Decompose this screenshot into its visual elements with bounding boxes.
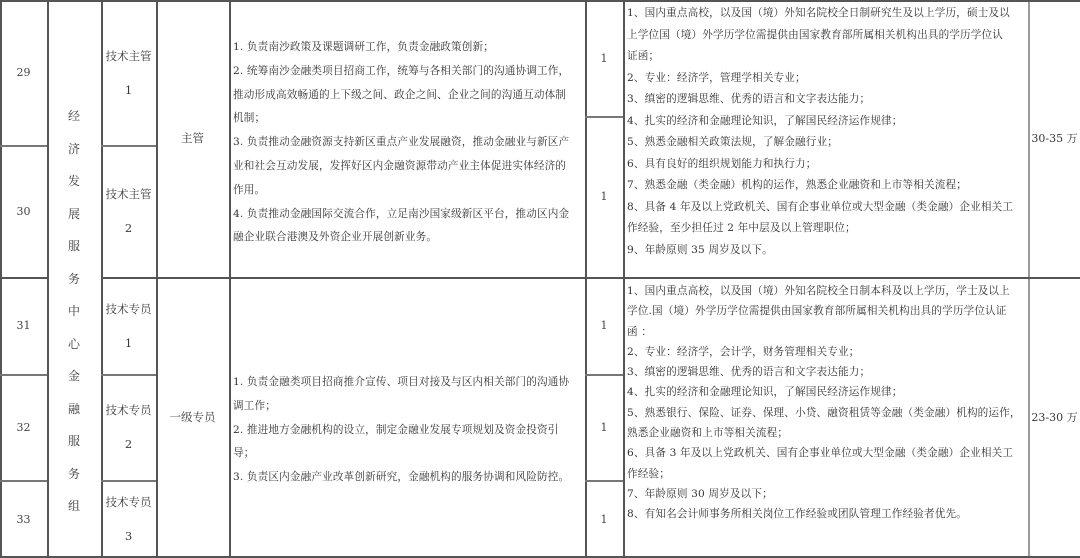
department-char: 中 bbox=[67, 304, 80, 318]
position-title bbox=[101, 145, 156, 277]
duty-line: 融企业联合港澳及外资企业开展创新业务。 bbox=[233, 231, 438, 244]
position-title-text: 技术专员 bbox=[105, 403, 152, 417]
requirement-line: 8、有知名会计师事务所相关岗位工作经验或团队管理工作经验者优先。 bbox=[627, 508, 967, 521]
position-title bbox=[101, 0, 156, 145]
department-char: 展 bbox=[67, 206, 80, 221]
department-char: 经 bbox=[67, 109, 80, 123]
headcount: 1 bbox=[600, 51, 608, 65]
position-title-index: 2 bbox=[124, 437, 133, 451]
job-requirements bbox=[624, 3, 1028, 261]
department-char: 服 bbox=[67, 239, 80, 253]
row-number: 29 bbox=[16, 66, 31, 79]
position-title-index: 3 bbox=[124, 529, 133, 543]
headcount: 1 bbox=[600, 512, 608, 526]
job-duties bbox=[230, 371, 585, 490]
department-char: 务 bbox=[67, 466, 80, 481]
requirement-line: 8、具备 4 年及以上党政机关、国有企事业单位或大型金融（类金融）企业相关工 bbox=[627, 200, 1014, 213]
salary-range: 30-35 万 bbox=[1031, 132, 1078, 145]
requirement-line: 学位.国（境）外学历学位需提供由国家教育部所属相关机构出具的学历学位认证 bbox=[627, 305, 1007, 318]
requirement-line: 7、年龄原则 30 周岁及以下； bbox=[627, 487, 773, 500]
department-char: 服 bbox=[67, 434, 80, 448]
position-title-index: 1 bbox=[124, 82, 133, 97]
duty-line: 3. 负责区内金融产业改革创新研究，金融机构的服务协调和风险防控。 bbox=[233, 471, 570, 484]
requirement-line: 9、年龄原则 35 周岁及以下。 bbox=[627, 243, 773, 256]
duty-line: 调工作； bbox=[233, 399, 276, 412]
requirement-line: 上学位国（境）外学历学位需提供由国家教育部所属相关机构出具的学历学位认 bbox=[627, 28, 1004, 41]
requirement-line: 5、熟悉银行、保险、证券、保理、小贷、融资租赁等金融（类金融）机构的运作， bbox=[627, 406, 1021, 419]
job-duties bbox=[230, 36, 585, 250]
position-title-index: 2 bbox=[124, 221, 133, 235]
position-title-index: 1 bbox=[124, 335, 133, 350]
requirement-line: 证函； bbox=[627, 50, 660, 62]
duty-line: 机制； bbox=[233, 112, 266, 125]
duty-line: 业和社会互动发展，发挥好区内金融资源带动产业主体促进实体经济的 bbox=[233, 159, 567, 172]
duty-line: 2. 统筹南沙金融类项目招商工作，统筹与各相关部门的沟通协调工作， bbox=[233, 64, 570, 77]
salary-range: 23-30 万 bbox=[1031, 411, 1078, 424]
duty-line: 推动形成高效畅通的上下级之间、政企之间、企业之间的沟通互动体制 bbox=[233, 88, 567, 101]
duty-line: 1. 负责南沙政策及课题调研工作，负责金融政策创新； bbox=[233, 41, 495, 53]
job-requirements bbox=[624, 281, 1028, 525]
position-level: 主管 bbox=[181, 131, 204, 145]
requirement-line: 作经验，至少担任过 2 年中层及以上管理职位； bbox=[627, 222, 856, 234]
requirement-line: 6、具有良好的组织规划能力和执行力； bbox=[627, 157, 817, 170]
requirement-line: 1、国内重点高校，以及国（境）外知名院校全日制本科及以上学历，学士及以上 bbox=[627, 285, 1010, 297]
requirement-line: 2、专业：经济学，会计学，财务管理相关专业； bbox=[627, 345, 860, 358]
headcount: 1 bbox=[600, 420, 608, 434]
requirement-line: 4、扎实的经济和金融理论知识，了解国民经济运作规律； bbox=[627, 114, 903, 127]
headcount: 1 bbox=[600, 319, 608, 332]
department-name bbox=[47, 100, 101, 513]
requirement-line: 熟悉企业融资和上市等相关流程； bbox=[627, 427, 789, 440]
requirement-line: 3、缜密的逻辑思维、优秀的语言和文字表达能力； bbox=[627, 366, 871, 379]
requirement-line: 6、具备 3 年及以上党政机关、国有企事业单位或大型金融（类金融）企业相关工 bbox=[627, 447, 1014, 460]
position-title bbox=[101, 277, 156, 374]
row-number: 33 bbox=[16, 512, 31, 526]
requirement-line: 7、熟悉金融（类金融）机构的运作，熟悉企业融资和上市等相关流程； bbox=[627, 179, 967, 191]
duty-line: 1. 负责金融类项目招商推介宣传、项目对接及与区内相关部门的沟通协 bbox=[233, 376, 570, 388]
position-title bbox=[101, 374, 156, 480]
requirement-line: 2、专业：经济学，管理学相关专业； bbox=[627, 71, 806, 84]
department-char: 组 bbox=[67, 499, 80, 513]
headcount: 1 bbox=[600, 190, 608, 203]
duty-line: 导； bbox=[233, 447, 255, 460]
position-level: 一级专员 bbox=[169, 410, 216, 424]
requirement-line: 函 ： bbox=[627, 325, 653, 338]
position-title-text: 技术主管 bbox=[105, 48, 152, 63]
requirement-line: 3、缜密的逻辑思维、优秀的语言和文字表达能力； bbox=[627, 93, 871, 105]
duty-line: 作用。 bbox=[233, 183, 266, 196]
row-number: 31 bbox=[16, 319, 31, 332]
position-title-text: 技术专员 bbox=[105, 301, 152, 316]
requirement-line: 5、熟悉金融相关政策法规，了解金融行业； bbox=[627, 136, 839, 148]
department-char: 金 bbox=[67, 369, 80, 383]
row-number: 30 bbox=[16, 204, 31, 218]
department-char: 心 bbox=[67, 336, 80, 351]
department-char: 融 bbox=[67, 401, 80, 416]
duty-line: 2. 推进地方金融机构的设立，制定金融业发展专项规划及资金投资引 bbox=[233, 423, 559, 436]
position-title-text: 技术主管 bbox=[105, 187, 152, 201]
position-title-text: 技术专员 bbox=[105, 495, 152, 509]
department-char: 务 bbox=[67, 271, 80, 286]
department-char: 济 bbox=[67, 141, 80, 156]
requirement-line: 1、国内重点高校，以及国（境）外知名院校全日制研究生及以上学历，硕士及以 bbox=[627, 7, 1010, 19]
duty-line: 4. 负责推动金融国际交流合作，立足南沙国家级新区平台，推动区内金 bbox=[233, 207, 570, 220]
requirement-line: 4、扎实的经济和金融理论知识，了解国民经济运作规律； bbox=[627, 386, 903, 399]
department-char: 发 bbox=[67, 174, 80, 188]
row-number: 32 bbox=[16, 420, 31, 434]
requirement-line: 作经验； bbox=[627, 467, 670, 480]
duty-line: 3. 负责推动金融资源支持新区重点产业发展融资，推动金融业与新区产 bbox=[233, 136, 570, 149]
position-title bbox=[101, 480, 156, 558]
